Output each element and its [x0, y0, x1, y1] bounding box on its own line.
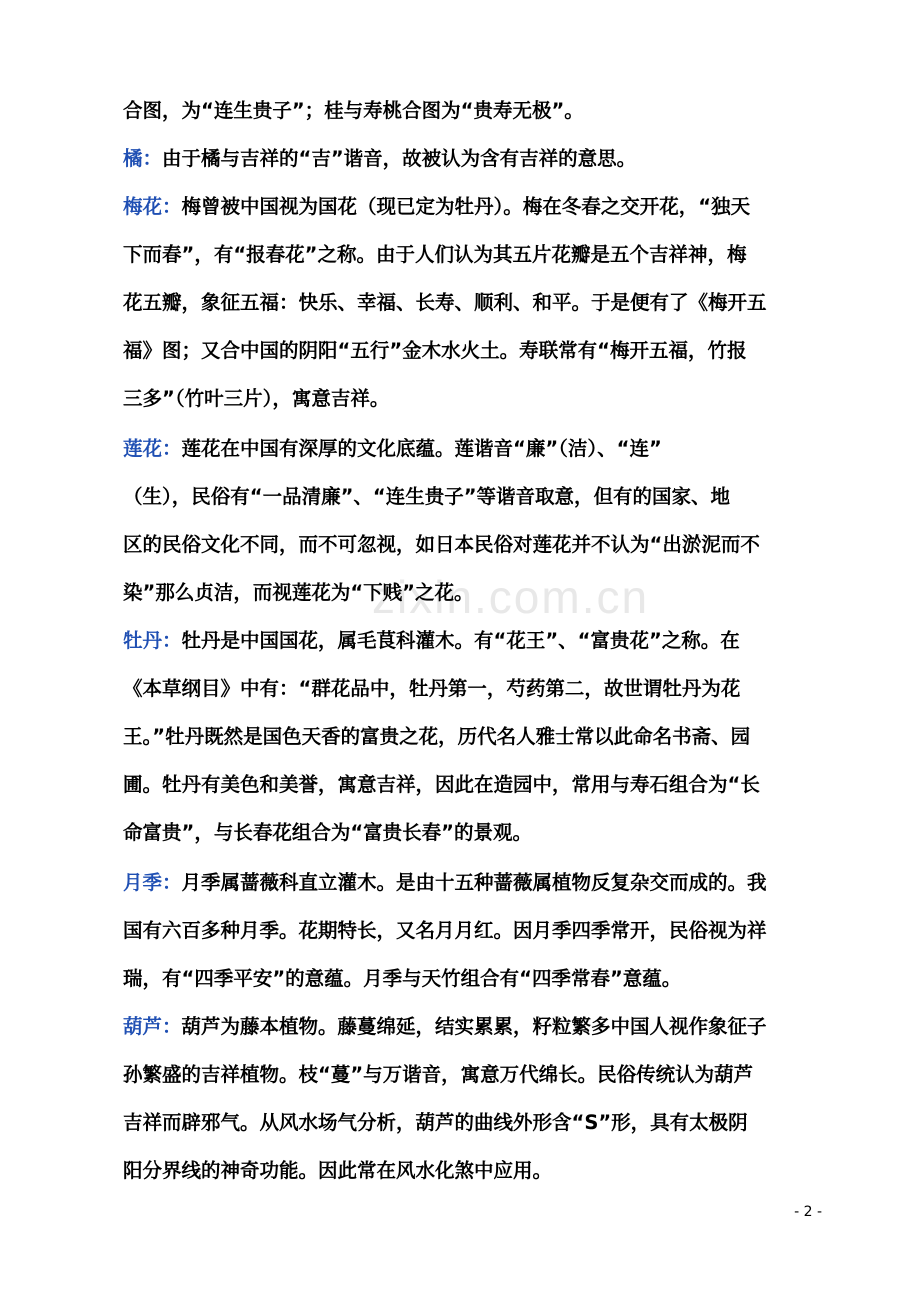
text-line — [123, 578, 835, 608]
text-line — [123, 1108, 835, 1138]
line-text: 梅曾被中国视为国花（现已定为牡丹）。梅在冬春之交开花，“独天 — [181, 195, 751, 218]
text-line — [123, 336, 835, 366]
text-line — [123, 868, 835, 898]
line-text: （生），民俗有“一品清廉”、“连生贵子”等谐音取意，但有的国家、地 — [123, 485, 731, 508]
text-line — [123, 192, 835, 222]
term-label: 月季： — [123, 871, 182, 894]
line-text: 福》图；又合中国的阴阳“五行”金木水火土。寿联常有“梅开五福，竹报 — [123, 339, 747, 362]
line-text: 合图，为“连生贵子”；桂与寿桃合图为“贵寿无极”。 — [123, 99, 584, 122]
watermark: zixin.com.cn — [372, 571, 650, 623]
line-text: 王。”牡丹既然是国色天香的富贵之花，历代名人雅士常以此命名书斋、园 — [123, 725, 751, 748]
text-line — [123, 916, 835, 946]
line-text: 吉祥而辟邪气。从风水场气分析，葫芦的曲线外形含“S”形，具有太极阴 — [123, 1111, 748, 1134]
text-line — [123, 674, 835, 704]
term-label: 牡丹： — [123, 629, 182, 652]
line-text: 葫芦为藤本植物。藤蔓绵延，结实累累，籽粒繁多中国人视作象征子 — [181, 1015, 767, 1038]
line-text: 牡丹是中国国花，属毛茛科灌木。有“花王”、“富贵花”之称。在 — [181, 629, 740, 652]
line-text: 三多”（竹叶三片），寓意吉祥。 — [123, 387, 390, 410]
text-line — [123, 240, 835, 270]
page-number: - 2 - — [794, 1204, 822, 1220]
line-text: 《本草纲目》中有：“群花品中，牡丹第一，芍药第二，故世谓牡丹为花 — [123, 677, 741, 700]
text-line — [123, 1060, 835, 1090]
line-text: 瑞，有“四季平安”的意蕴。月季与天竹组合有“四季常春”意蕴。 — [123, 967, 682, 990]
line-text: 莲花在中国有深厚的文化底蕴。莲谐音“廉”（洁）、“连” — [181, 437, 662, 460]
text-line — [123, 722, 835, 752]
text-line — [123, 1156, 835, 1186]
line-text: 下而春”，有“报春花”之称。由于人们认为其五片花瓣是五个吉祥神，梅 — [123, 243, 747, 266]
line-text: 阳分界线的神奇功能。因此常在风水化煞中应用。 — [123, 1159, 553, 1182]
text-line — [123, 384, 835, 414]
line-text: 命富贵”，与长春花组合为“富贵长春”的景观。 — [123, 821, 532, 844]
text-line — [123, 818, 835, 848]
text-line — [123, 530, 835, 560]
line-text: 国有六百多种月季。花期特长，又名月月红。因月季四季常开，民俗视为祥 — [123, 919, 767, 942]
line-text: 染”那么贞洁，而视莲花为“下贱”之花。 — [123, 581, 474, 604]
line-text: 花五瓣，象征五福：快乐、幸福、长寿、顺利、和平。于是便有了《梅开五 — [123, 291, 767, 314]
line-text: 月季属蔷薇科直立灌木。是由十五种蔷薇属植物反复杂交而成的。我 — [181, 871, 767, 894]
text-line — [123, 626, 835, 656]
text-line — [123, 144, 835, 174]
line-text: 区的民俗文化不同，而不可忽视，如日本民俗对莲花并不认为“出淤泥而不 — [123, 533, 760, 556]
line-text: 圃。牡丹有美色和美誉，寓意吉祥，因此在造园中，常用与寿石组合为“长 — [123, 773, 760, 796]
line-text: 孙繁盛的吉祥植物。枝“蔓”与万谐音，寓意万代绵长。民俗传统认为葫芦 — [123, 1063, 754, 1086]
text-line — [123, 1012, 835, 1042]
text-line — [123, 288, 835, 318]
text-line — [123, 770, 835, 800]
line-text: 由于橘与吉祥的“吉”谐音，故被认为含有吉祥的意思。 — [162, 147, 637, 170]
text-line — [123, 434, 835, 464]
term-label: 葫芦： — [123, 1015, 182, 1038]
term-label: 梅花： — [123, 195, 182, 218]
text-line — [123, 96, 835, 126]
term-label: 橘： — [123, 147, 163, 170]
term-label: 莲花： — [123, 437, 182, 460]
text-line — [123, 964, 835, 994]
text-line — [123, 482, 835, 512]
